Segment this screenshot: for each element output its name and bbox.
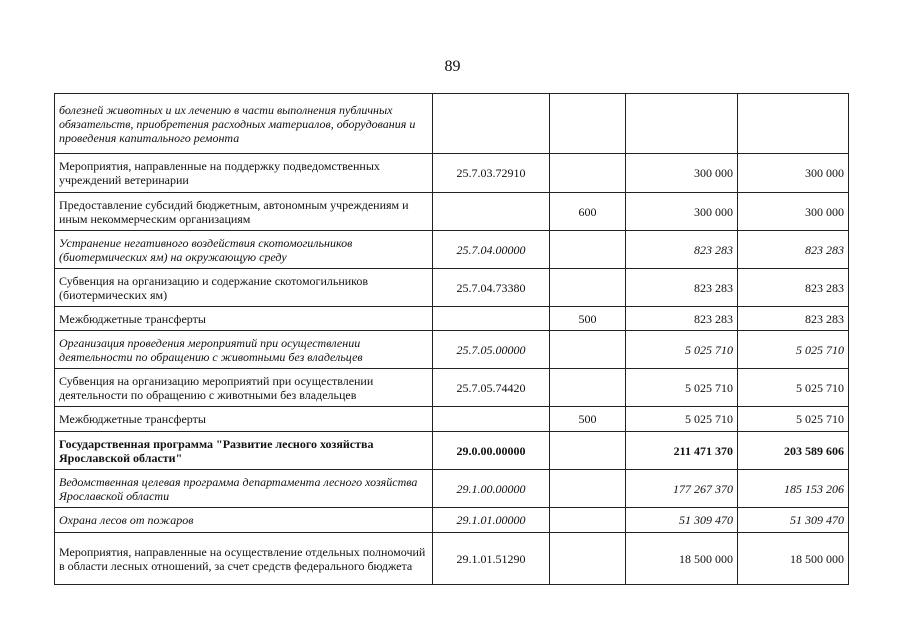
row-type (550, 369, 626, 407)
row-type: 500 (550, 407, 626, 432)
row-type (550, 269, 626, 307)
row-code: 29.0.00.00000 (433, 432, 550, 470)
row-type (550, 470, 626, 508)
table-row (55, 407, 849, 432)
row-value-1 (626, 94, 738, 154)
table-row (55, 307, 849, 331)
row-type (550, 331, 626, 369)
row-name: Мероприятия, направленные на осуществление отдельных полномочий в области лесных отношений, за счет средств федерального бюджета (55, 533, 433, 585)
row-name: Государственная программа "Развитие лесного хозяйства Ярославской области" (55, 432, 433, 470)
row-name: Охрана лесов от пожаров (55, 508, 433, 533)
row-value-2: 300 000 (738, 193, 849, 231)
table-row (55, 331, 849, 369)
row-code: 25.7.05.74420 (433, 369, 550, 407)
row-value-1: 5 025 710 (626, 407, 738, 432)
table-row (55, 470, 849, 508)
row-value-1: 823 283 (626, 307, 738, 331)
row-value-1: 5 025 710 (626, 331, 738, 369)
table-row (55, 269, 849, 307)
row-value-2: 203 589 606 (738, 432, 849, 470)
row-type (550, 432, 626, 470)
row-value-2: 5 025 710 (738, 407, 849, 432)
row-value-1: 5 025 710 (626, 369, 738, 407)
table-row (55, 231, 849, 269)
row-value-2: 51 309 470 (738, 508, 849, 533)
row-type: 600 (550, 193, 626, 231)
row-name: Устранение негативного воздействия скотомогильников (биотермических ям) на окружающую среду (55, 231, 433, 269)
row-code (433, 193, 550, 231)
row-value-2: 5 025 710 (738, 369, 849, 407)
row-value-2: 5 025 710 (738, 331, 849, 369)
row-name: болезней животных и их лечению в части выполнения публичных обязательств, приобретения расходных материалов, оборудования и проведения капитального ремонта (55, 94, 433, 154)
row-code: 25.7.05.00000 (433, 331, 550, 369)
table-row (55, 154, 849, 193)
table-row (55, 369, 849, 407)
row-code (433, 307, 550, 331)
page-number: 89 (444, 58, 461, 75)
row-value-1: 177 267 370 (626, 470, 738, 508)
table-row (55, 432, 849, 470)
row-value-1: 823 283 (626, 231, 738, 269)
row-code: 29.1.00.00000 (433, 470, 550, 508)
row-value-2: 18 500 000 (738, 533, 849, 585)
row-name: Субвенция на организацию мероприятий при осуществлении деятельности по обращению с животными без владельцев (55, 369, 433, 407)
row-type (550, 508, 626, 533)
row-code: 25.7.04.00000 (433, 231, 550, 269)
row-type (550, 231, 626, 269)
row-type (550, 533, 626, 585)
row-name: Организация проведения мероприятий при осуществлении деятельности по обращению с животными без владельцев (55, 331, 433, 369)
row-value-1: 300 000 (626, 154, 738, 193)
row-type (550, 154, 626, 193)
row-code: 29.1.01.00000 (433, 508, 550, 533)
row-value-1: 51 309 470 (626, 508, 738, 533)
row-value-2: 823 283 (738, 307, 849, 331)
row-code (433, 94, 550, 154)
row-code: 25.7.04.73380 (433, 269, 550, 307)
row-type: 500 (550, 307, 626, 331)
row-name: Субвенция на организацию и содержание скотомогильников (биотермических ям) (55, 269, 433, 307)
row-value-2: 823 283 (738, 231, 849, 269)
row-value-2: 185 153 206 (738, 470, 849, 508)
row-code: 25.7.03.72910 (433, 154, 550, 193)
row-value-1: 18 500 000 (626, 533, 738, 585)
row-name: Мероприятия, направленные на поддержку подведомственных учреждений ветеринарии (55, 154, 433, 193)
table-row (55, 193, 849, 231)
row-name: Межбюджетные трансферты (55, 407, 433, 432)
row-code (433, 407, 550, 432)
row-value-2: 300 000 (738, 154, 849, 193)
row-value-1: 300 000 (626, 193, 738, 231)
row-value-2 (738, 94, 849, 154)
row-code: 29.1.01.51290 (433, 533, 550, 585)
row-name: Предоставление субсидий бюджетным, автономным учреждениям и иным некоммерческим организациям (55, 193, 433, 231)
row-value-1: 211 471 370 (626, 432, 738, 470)
budget-table (54, 93, 849, 585)
row-value-2: 823 283 (738, 269, 849, 307)
row-value-1: 823 283 (626, 269, 738, 307)
row-type (550, 94, 626, 154)
row-name: Межбюджетные трансферты (55, 307, 433, 331)
row-name: Ведомственная целевая программа департамента лесного хозяйства Ярославской области (55, 470, 433, 508)
table-row (55, 533, 849, 585)
table-row (55, 508, 849, 533)
table-row (55, 94, 849, 154)
